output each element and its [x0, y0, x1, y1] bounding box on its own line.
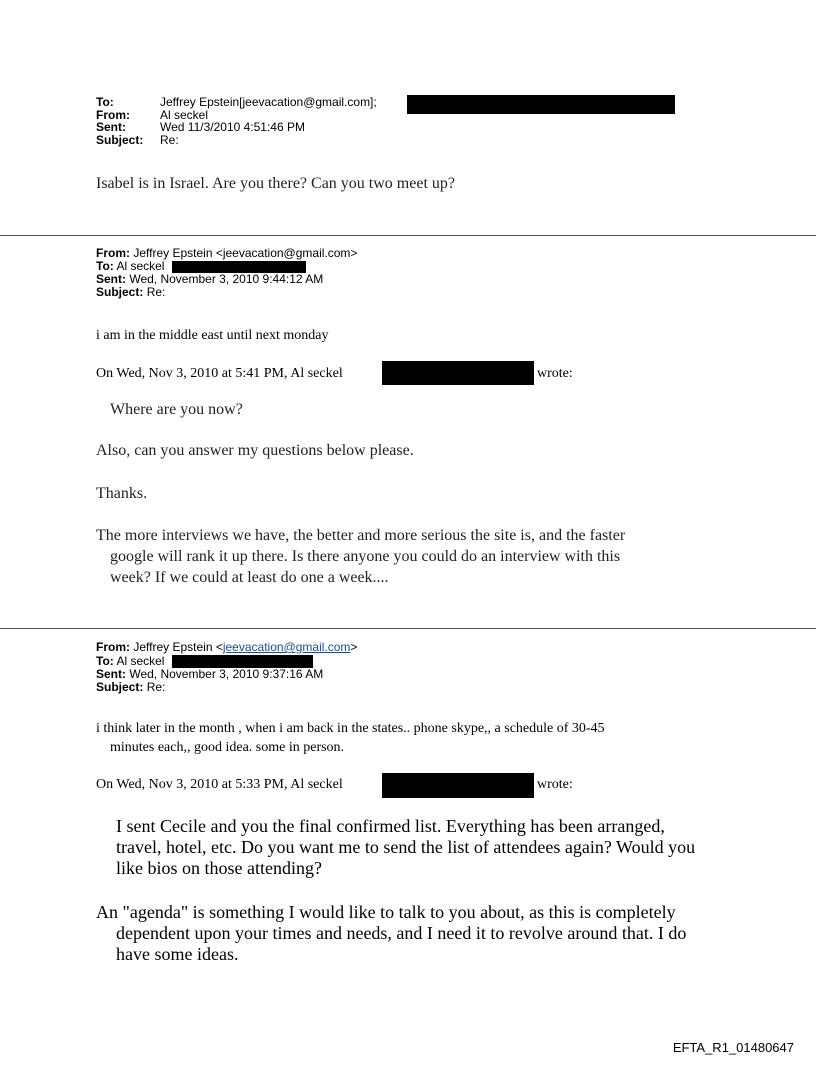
quoted-paragraph-line: The more interviews we have, the better and more serious the site is, and the faster [96, 527, 626, 544]
reply2-sent [96, 668, 323, 681]
subject-value: Re: [160, 132, 179, 147]
divider [0, 235, 816, 236]
reply2-from-name: Jeffrey Epstein < [133, 640, 223, 654]
reply1-from [96, 247, 357, 260]
quoted-paragraph: Where are you now? [110, 401, 243, 418]
redaction-box [382, 773, 534, 798]
reply2-to-label: To: [96, 654, 114, 668]
reply2-subject-value: Re: [146, 680, 166, 694]
sent-value: Wed 11/3/2010 4:51:46 PM [160, 120, 305, 134]
to-value: Jeffrey Epstein[jeevacation@gmail.com]; [160, 95, 377, 109]
email-link[interactable]: jeevacation@gmail.com [222, 640, 351, 654]
reply2-quote-intro: On Wed, Nov 3, 2010 at 5:33 PM, Al seckel [96, 777, 343, 792]
reply2-sent-value: Wed, November 3, 2010 9:37:16 AM [129, 667, 324, 681]
quoted-paragraph-line: like bios on those attending? [116, 858, 322, 878]
quoted-paragraph-line: dependent upon your times and needs, and I need it to revolve around that. I do [116, 923, 687, 943]
reply2-body-line: i think later in the month , when i am back in the states.. phone skype,, a schedule of 30-45 [96, 721, 605, 736]
redaction-box [382, 361, 534, 385]
from-value: Al seckel [160, 107, 209, 122]
top-email-body: Isabel is in Israel. Are you there? Can you two meet up? [96, 175, 455, 192]
reply1-sent-label: Sent: [96, 272, 126, 286]
quoted-paragraph-line: travel, hotel, etc. Do you want me to send the list of attendees again? Would you [116, 837, 696, 857]
reply1-subject-value: Re: [146, 285, 166, 299]
quoted-paragraph-line: google will rank it up there. Is there anyone you could do an interview with this [110, 548, 621, 565]
reply1-to-value: Al seckel [116, 259, 165, 273]
divider [0, 628, 816, 629]
reply2-sent-label: Sent: [96, 667, 126, 681]
reply2-subject-label: Subject: [96, 680, 144, 694]
quoted-paragraph-line: have some ideas. [116, 944, 239, 964]
quoted-paragraph: Thanks. [96, 485, 148, 502]
sent-label: Sent: [96, 120, 126, 134]
redaction-box [407, 95, 675, 114]
reply1-to-label: To: [96, 259, 114, 273]
reply2-from [96, 641, 357, 654]
reply1-quote-wrote: wrote: [537, 366, 573, 381]
reply2-quote-wrote: wrote: [537, 777, 573, 792]
to-label: To: [96, 95, 114, 109]
quoted-paragraph-line: An "agenda" is something I would like to talk to you about, as this is completely [96, 902, 676, 922]
subject-label: Subject: [96, 132, 144, 147]
reply1-sent [96, 273, 323, 286]
reply1-to [96, 260, 164, 273]
reply1-quote-intro: On Wed, Nov 3, 2010 at 5:41 PM, Al seckel [96, 366, 343, 381]
reply1-sent-value: Wed, November 3, 2010 9:44:12 AM [129, 272, 324, 286]
reply2-from-label: From: [96, 640, 130, 654]
quoted-paragraph-line: I sent Cecile and you the final confirmed list. Everything has been arranged, [116, 816, 665, 836]
quoted-paragraph: Also, can you answer my questions below please. [96, 442, 414, 459]
reply1-from-label: From: [96, 246, 130, 260]
reply2-to [96, 655, 164, 668]
reply1-subject [96, 286, 165, 299]
reply1-from-value: Jeffrey Epstein <jeevacation@gmail.com> [133, 246, 358, 260]
reply1-body: i am in the middle east until next monday [96, 328, 329, 343]
reply2-body-line: minutes each,, good idea. some in person. [110, 740, 345, 755]
reply2-to-value: Al seckel [116, 654, 165, 668]
bates-number: EFTA_R1_01480647 [672, 1040, 794, 1055]
reply1-subject-label: Subject: [96, 285, 144, 299]
reply2-subject [96, 681, 165, 694]
quoted-paragraph-line: week? If we could at least do one a week.... [110, 569, 389, 586]
from-label: From: [96, 107, 130, 122]
reply2-from-close: > [350, 640, 358, 654]
